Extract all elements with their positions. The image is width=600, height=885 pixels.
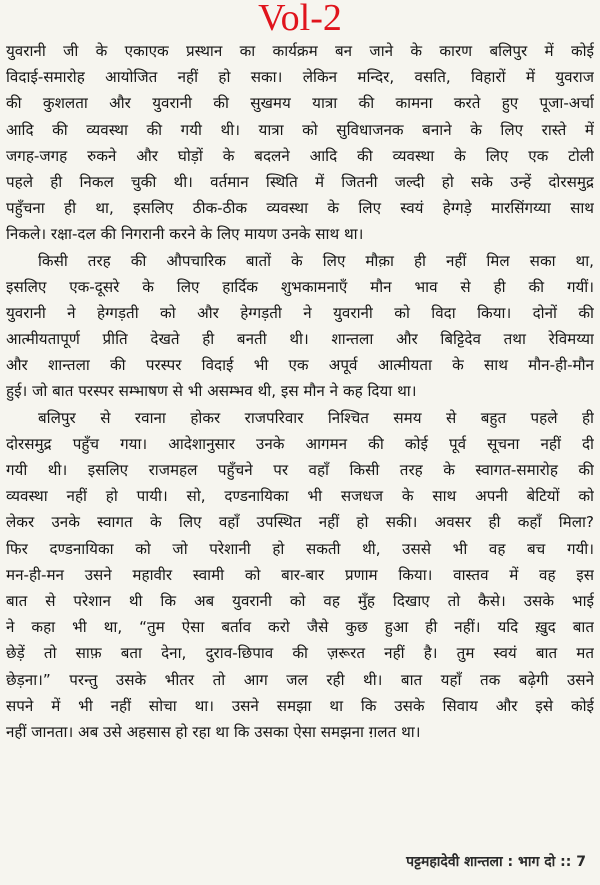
text-line: की कुशलता और युवरानी की सुखमय यात्रा की कामना करते हुए पूजा-अर्चा bbox=[6, 94, 594, 113]
text-line: छेड़ें तो साफ़ बता देना, दुराव-छिपाव की ज़रूरत नहीं है। तुम स्वयं बात मत bbox=[6, 644, 594, 663]
text-line: ने कहा भी था, “तुम ऐसा बर्ताव करो जैसे कुछ हुआ ही नहीं। यदि ख़ुद बात bbox=[6, 618, 594, 637]
text-line: मन-ही-मन उसने महावीर स्वामी को बार-बार प्रणाम किया। वास्तव में वह इस bbox=[6, 565, 594, 584]
text-line: गयी थी। इसलिए राजमहल पहुँचने पर वहाँ किसी तरह के स्वागत-समारोह की bbox=[6, 461, 594, 479]
volume-label: Vol-2 bbox=[258, 0, 342, 39]
text-line: युवरानी जी के एकाएक प्रस्थान का कार्यक्रम बन जाने के कारण बलिपुर में कोई bbox=[6, 42, 594, 60]
page-body-text bbox=[6, 38, 594, 745]
page-footer: पट्टमहादेवी शान्तला : भाग दो :: 7 bbox=[406, 854, 586, 870]
text-line: दोरसमुद्र पहुँच गया। आदेशानुसार उनके आगमन की कोई पूर्व सूचना नहीं दी bbox=[6, 434, 594, 453]
text-line: किसी तरह की औपचारिक बातों के लिए मौक़ा ही नहीं मिल सका था, bbox=[38, 251, 594, 270]
text-line: पहले ही निकल चुकी थी। वर्तमान स्थिति में जितनी जल्दी हो सके उन्हें दोरसमुद्र bbox=[6, 172, 594, 191]
text-line: आत्मीयतापूर्ण प्रीति देखते ही बनती थी। शान्तला और बिट्टिदेव तथा रेविमय्या bbox=[6, 330, 594, 349]
text-line: बात से परेशान थी कि अब युवरानी को वह मुँह दिखाए तो कैसे। उसके भाई bbox=[6, 591, 594, 610]
text-line: छेड़ना।” परन्तु उसके भीतर तो आग जल रही थी। बात यहाँ तक बढ़ेगी उसने bbox=[6, 670, 594, 689]
text-line: पहुँचना ही था, इसलिए ठीक-ठीक व्यवस्था के लिए स्वयं हेग्गड़े मारसिंगय्या साथ bbox=[6, 199, 594, 218]
text-line: व्यवस्था नहीं हो पायी। सो, दण्डनायिका भी सजधज के साथ अपनी बेटियों को bbox=[6, 487, 594, 506]
text-line: हुई। जो बात परस्पर सम्भाषण से भी असम्भव थी, इस मौन ने कह दिया था। bbox=[6, 382, 417, 401]
text-line: नहीं जानता। अब उसे अहसास हो रहा था कि उसका ऐसा समझना ग़लत था। bbox=[6, 722, 421, 741]
text-line: विदाई-समारोह आयोजित नहीं हो सका। लेकिन मन्दिर, वसति, विहारों में युवराज bbox=[6, 68, 594, 87]
text-line: युवरानी ने हेग्गड़ती को और हेग्गड़ती ने युवरानी को विदा किया। दोनों की bbox=[6, 303, 594, 322]
text-line: निकले। रक्षा-दल की निगरानी करने के लिए मायण उनके साथ था। bbox=[6, 225, 364, 244]
text-line: लेकर उनके स्वागत के लिए वहाँ उपस्थित नहीं हो सकी। अवसर ही कहाँ मिला? bbox=[6, 513, 594, 532]
text-line: सपने में भी नहीं सोचा था। उसने समझा था कि उसके सिवाय और इसे कोई bbox=[6, 696, 594, 715]
text-line: और शान्तला की परस्पर विदाई भी एक अपूर्व आत्मीयता के साथ मौन-ही-मौन bbox=[6, 356, 594, 375]
text-line: बलिपुर से रवाना होकर राजपरिवार निश्चित समय से बहुत पहले ही bbox=[38, 408, 594, 427]
text-line: आदि की व्यवस्था की गयी थी। यात्रा को सुविधाजनक बनाने के लिए रास्ते में bbox=[6, 120, 594, 139]
text-line: जगह-जगह रुकने और घोड़ों के बदलने आदि की व्यवस्था के लिए एक टोली bbox=[6, 146, 594, 165]
text-line: इसलिए एक-दूसरे के लिए हार्दिक शुभकामनाएँ मौन भाव से ही की गयीं। bbox=[6, 277, 594, 296]
text-line: फिर दण्डनायिका को जो परेशानी हो सकती थी, उससे भी वह बच गयी। bbox=[6, 539, 594, 558]
